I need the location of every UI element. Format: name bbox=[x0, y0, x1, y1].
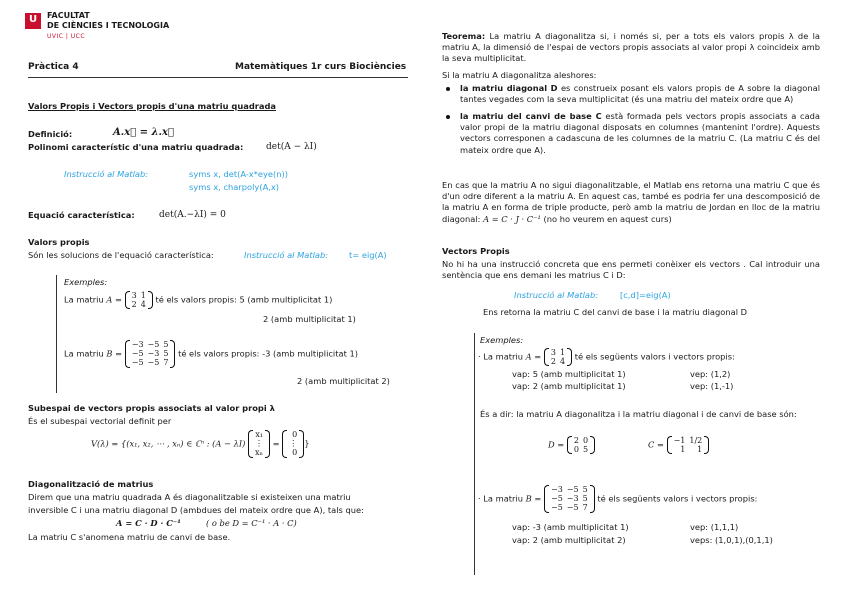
left-ex1-line: La matriu A = 3 1 2 4 té els valors propis: 5 (amb multiplicitat 1) bbox=[64, 291, 333, 310]
matrix-cell: 4 bbox=[140, 300, 146, 310]
right-ex1-vep1: vep: (1,2) bbox=[690, 369, 731, 379]
eigvec-title: Vectors Propis bbox=[442, 246, 510, 256]
diag-formula-alt: ( o be D = C⁻¹ · A · C) bbox=[206, 518, 297, 528]
matrix-cell: 1 bbox=[697, 445, 703, 455]
faculty-line1: FACULTAT bbox=[47, 11, 90, 20]
left-ex1-text2: 2 (amb multiplicitat 1) bbox=[263, 314, 356, 324]
practice-title: Pràctica 4 bbox=[28, 62, 79, 72]
matrix-cell: 1 bbox=[680, 445, 686, 455]
matrix-cell: 5 bbox=[582, 445, 589, 455]
right-ex2-line: · La matriu B = −3 −5 5 −5 −3 5 −5 −5 7 té els següents valors i vectors propis: bbox=[478, 485, 758, 513]
char-poly-label: Polinomi característic d'una matriu quadrada: bbox=[28, 142, 244, 152]
right-ex1-var: A bbox=[525, 351, 532, 362]
right-ex2-text: té els següents valors i vectors propis: bbox=[597, 493, 758, 504]
matrix-cell: 7 bbox=[582, 503, 588, 513]
right-ex1-conclusion: És a dir: la matriu A diagonalitza i la matriu diagonal i de canvi de base són: bbox=[480, 409, 797, 419]
matrix-cell: −5 bbox=[551, 503, 563, 513]
right-ex2-var: B bbox=[525, 493, 532, 504]
right-ex1-matrix bbox=[544, 348, 572, 366]
left-ex2-text: té els valors propis: -3 (amb multiplicitat 1) bbox=[178, 348, 358, 359]
definition-label: Definició: bbox=[28, 129, 73, 139]
eigenvalues-title: Valors propis bbox=[28, 237, 90, 247]
right-ex1-prefix: · La matriu bbox=[478, 351, 524, 362]
subspace-text: És el subespai vectorial definit per bbox=[28, 416, 172, 426]
left-ex2-var: B bbox=[106, 348, 113, 359]
matrix-cell: 0 bbox=[573, 445, 579, 455]
examples-label-left: Exemples: bbox=[64, 277, 108, 287]
right-ex1-vap1: vap: 5 (amb multiplicitat 1) bbox=[512, 369, 626, 379]
right-ex1-vap2: vap: 2 (amb multiplicitat 1) bbox=[512, 381, 626, 391]
left-ex2-text2: 2 (amb multiplicitat 2) bbox=[297, 376, 390, 386]
eigenvalues-matlab-label: Instrucció al Matlab: bbox=[244, 250, 329, 260]
char-eq-formula: det(A.−λI) = 0 bbox=[159, 210, 226, 220]
jordan-formula: A = C · J · C⁻¹ bbox=[483, 213, 541, 224]
matrix-cell: −1 bbox=[673, 436, 686, 445]
left-ex1-matrix bbox=[125, 291, 153, 309]
diag-title: Diagonalització de matrius bbox=[28, 479, 154, 489]
subspace-vector-zero bbox=[282, 430, 304, 458]
diag-text1: Direm que una matriu quadrada A és diagonalitzable si existeixen una matriu bbox=[28, 492, 351, 502]
subspace-formula-left: V(λ) = {(x₁, x₂, ⋯ , xₙ) ∈ ℂⁿ : (A − λI) bbox=[91, 438, 246, 449]
char-eq-label: Equació característica: bbox=[28, 210, 135, 220]
matrix-cell: −3 bbox=[566, 494, 579, 504]
vector-cell: ⋮ bbox=[289, 439, 298, 449]
matrix-cell: 5 bbox=[582, 494, 588, 504]
matrix-cell: −5 bbox=[566, 485, 579, 494]
left-ex2-prefix: La matriu bbox=[64, 348, 104, 359]
bullet2-text: està formada pels vectors propis associats a cada valor propi de la matriu diagonal disposats en columnes (mantenint l'ordre). Aquests vectors corresponen a cadascuna de les columnes de la matriu C. (La matriu C és del mateix ordre que A). bbox=[460, 111, 821, 155]
course-title: Matemàtiques 1r curs Biociències bbox=[235, 62, 407, 72]
matrix-cell: 5 bbox=[582, 485, 588, 494]
matrix-cell: −3 bbox=[147, 349, 160, 359]
matrix-cell: −5 bbox=[566, 503, 579, 513]
char-poly-formula: det(A − λI) bbox=[266, 142, 317, 152]
matrix-cell: 3 bbox=[550, 348, 556, 357]
bullet-dot bbox=[446, 87, 450, 91]
matrix-cell: −5 bbox=[147, 340, 160, 349]
eigvec-text: No hi ha una instrucció concreta que ens permeti conèixer els vectors . Cal introduir una sentència que ens demani les matrius C i D: bbox=[442, 259, 820, 281]
matrix-cell: 2 bbox=[131, 300, 137, 310]
subspace-formula: V(λ) = {(x₁, x₂, ⋯ , xₙ) ∈ ℂⁿ : (A − λI) x₁ ⋮ xₙ = 0 ⋮ 0 } bbox=[91, 430, 310, 458]
matlab-para-text: En cas que la matriu A no sigui diagonalitzable, el Matlab ens retorna una matriu C que és d'un odre diferent a la matriu A. En aquest cas, també es podria fer una descomposició de la matriu A en forma de triple producte, però amb la matriu de Jordan en lloc de la matriu diagonal: bbox=[442, 180, 820, 224]
left-ex2-line: La matriu B = −3 −5 5 −5 −3 5 −5 −5 7 té els valors propis: -3 (amb multiplicitat 1) bbox=[64, 340, 358, 368]
vector-cell: xₙ bbox=[255, 448, 264, 458]
C-matrix-expr bbox=[648, 436, 709, 454]
matrix-cell: 1/2 bbox=[689, 436, 703, 445]
theorem-text: La matriu A diagonalitza si, i només si, per a tots els valors propis λ de la matriu A, la dimensió de l'espai de vectors propis associats al valor propi λ coincideix amb la seva multiplicitat. bbox=[442, 31, 820, 64]
eigenvalues-matlab-cmd: t= eig(A) bbox=[349, 250, 387, 260]
university-name: UVIC | UCC bbox=[47, 33, 86, 40]
matrix-cell: 0 bbox=[582, 436, 589, 445]
subspace-vector-x bbox=[248, 430, 270, 458]
matrix-cell: 5 bbox=[163, 349, 169, 359]
faculty-line2: DE CIÈNCIES I TECNOLOGIA bbox=[47, 21, 170, 30]
matrix-cell: 2 bbox=[550, 357, 556, 367]
matrix-cell: −3 bbox=[551, 485, 563, 494]
D-label: D = bbox=[548, 439, 565, 450]
theorem-label: Teorema: bbox=[442, 31, 486, 41]
vector-cell: ⋮ bbox=[255, 439, 264, 449]
vector-cell: 0 bbox=[292, 448, 298, 458]
examples-left-bar bbox=[56, 275, 57, 393]
right-ex2-vep1: vep: (1,1,1) bbox=[690, 522, 739, 532]
diag-text3: La matriu C s'anomena matriu de canvi de base. bbox=[28, 532, 231, 542]
matrix-cell: −5 bbox=[131, 349, 144, 359]
then-text: Si la matriu A diagonalitza aleshores: bbox=[442, 70, 597, 80]
theorem-paragraph bbox=[442, 31, 820, 65]
header-divider bbox=[28, 77, 408, 78]
bullet2-bold: la matriu del canvi de base C bbox=[460, 111, 602, 121]
left-ex2-matrix bbox=[125, 340, 176, 368]
matrix-cell: 2 bbox=[573, 436, 579, 445]
right-ex2-vep2: veps: (1,0,1),(0,1,1) bbox=[690, 535, 773, 545]
matrix-cell: −3 bbox=[131, 340, 144, 349]
left-ex1-text: té els valors propis: 5 (amb multiplicitat 1) bbox=[155, 294, 333, 305]
right-ex2-prefix: · La matriu bbox=[478, 493, 524, 504]
left-ex1-var: A bbox=[106, 294, 113, 305]
C-matrix bbox=[667, 436, 710, 454]
right-ex1-vep2: vep: (1,-1) bbox=[690, 381, 734, 391]
right-ex1-line: · La matriu A = 3 1 2 4 té els següents valors i vectors propis: bbox=[478, 348, 735, 367]
right-ex2-vap2: vap: 2 (amb multiplicitat 2) bbox=[512, 535, 626, 545]
right-ex2-matrix bbox=[544, 485, 595, 513]
left-ex1-prefix: La matriu bbox=[64, 294, 104, 305]
matrix-cell: −5 bbox=[147, 358, 160, 368]
section-title: Valors Propis i Vectors propis d'una matriu quadrada bbox=[28, 101, 277, 111]
matrix-cell: 7 bbox=[163, 358, 169, 368]
matrix-cell: 3 bbox=[131, 291, 137, 300]
vector-cell: x₁ bbox=[255, 430, 264, 439]
jordan-note: (no ho veurem en aquest curs) bbox=[543, 213, 672, 224]
matlab-label: Instrucció al Matlab: bbox=[64, 169, 149, 179]
definition-formula: A.x⃗ = λ.x⃗ bbox=[113, 127, 175, 138]
matlab-cmd-charpoly: syms x, charpoly(A,x) bbox=[189, 182, 280, 192]
matrix-cell: 4 bbox=[559, 357, 566, 367]
matlab-paragraph bbox=[442, 180, 820, 225]
eigvec-returns: Ens retorna la matriu C del canvi de base i la matriu diagonal D bbox=[483, 307, 748, 317]
D-matrix-expr bbox=[548, 436, 595, 454]
matrix-cell: 5 bbox=[163, 340, 169, 349]
bullet1-bold: la matriu diagonal D bbox=[460, 83, 558, 93]
matrix-cell: −5 bbox=[551, 494, 563, 504]
bullet-dot bbox=[446, 115, 450, 119]
bullet1 bbox=[460, 83, 820, 105]
vector-cell: 0 bbox=[292, 430, 298, 439]
eigvec-matlab-label: Instrucció al Matlab: bbox=[514, 290, 599, 300]
C-label: C = bbox=[648, 439, 664, 450]
D-matrix bbox=[567, 436, 595, 454]
bullet2 bbox=[460, 111, 820, 156]
matrix-cell: 1 bbox=[559, 348, 566, 357]
university-logo bbox=[25, 13, 41, 29]
matrix-cell: −5 bbox=[131, 358, 144, 368]
examples-label-right: Exemples: bbox=[480, 335, 524, 345]
right-ex2-vap1: vap: -3 (amb multiplicitat 1) bbox=[512, 522, 629, 532]
subspace-title: Subespai de vectors propis associats al valor propi λ bbox=[28, 403, 275, 413]
matrix-cell: 1 bbox=[140, 291, 146, 300]
matlab-cmd-det: syms x, det(A-x*eye(n)) bbox=[189, 169, 288, 179]
eigenvalues-text: Són les solucions de l'equació característica: bbox=[28, 250, 214, 260]
eigvec-matlab-cmd: [c,d]=eig(A) bbox=[620, 290, 671, 300]
right-ex1-text: té els següents valors i vectors propis: bbox=[574, 351, 735, 362]
examples-right-bar bbox=[474, 333, 475, 575]
diag-formula: A = C · D · C⁻¹ bbox=[116, 518, 181, 528]
bullet1-text: es construeix posant els valors propis de A sobre la diagonal tantes vegades com la seva multiplicitat (és una matriu del mateix ordre que A) bbox=[460, 83, 821, 105]
diag-text2: inversible C i una matriu diagonal D (ambdues del mateix ordre que A), tals que: bbox=[28, 505, 364, 515]
